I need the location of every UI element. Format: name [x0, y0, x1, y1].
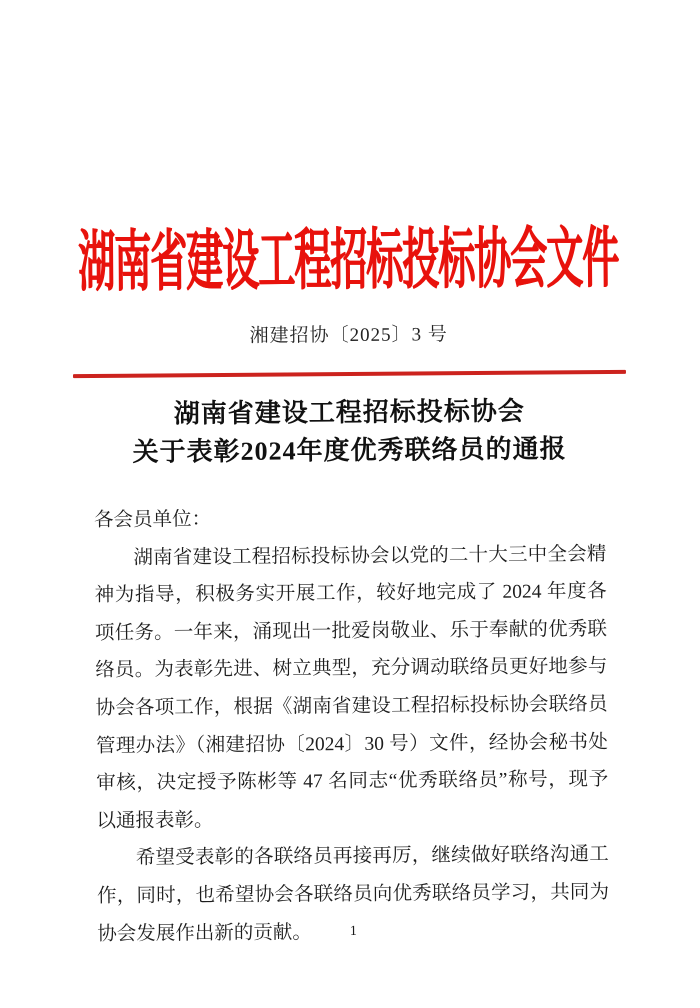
body-paragraph-2: 希望受表彰的各联络员再接再厉，继续做好联络沟通工作，同时，也希望协会各联络员向优秀联络员学习，共同为协会发展作出新的贡献。	[96, 844, 610, 945]
document-title	[0, 391, 700, 472]
red-divider-rule	[73, 370, 626, 378]
body-paragraph-1: 湖南省建设工程招标投标协会以党的二十大三中全会精神为指导，积极务实开展工作，较好地完成了 2024 年度各项任务。一年来，涌现出一批爱岗敬业、乐于奉献的优秀联络员。为表彰先进、树立典型，充分调动联络员更好地参与协会各项工作，根据《湖南省建设工程招标投标协会联络员管理办法》（湘建招协〔2024〕30 号）文件，经协会秘书处审核，决定授予陈彬等 47 名同志“优秀联络员”称号，现予以通报表彰。	[94, 543, 609, 832]
document-reference-number: 湘建招协〔2025〕3 号	[249, 324, 448, 347]
document-title-line2: 关于表彰2024年度优秀联络员的通报	[132, 434, 567, 467]
salutation: 各会员单位：	[94, 509, 212, 532]
document-title-line1: 湖南省建设工程招标投标协会	[173, 396, 525, 429]
page-number: 1	[349, 923, 357, 940]
letterhead	[0, 205, 698, 302]
letterhead-title: 湖南省建设工程招标投标协会文件	[77, 223, 619, 302]
document-body	[94, 498, 610, 953]
